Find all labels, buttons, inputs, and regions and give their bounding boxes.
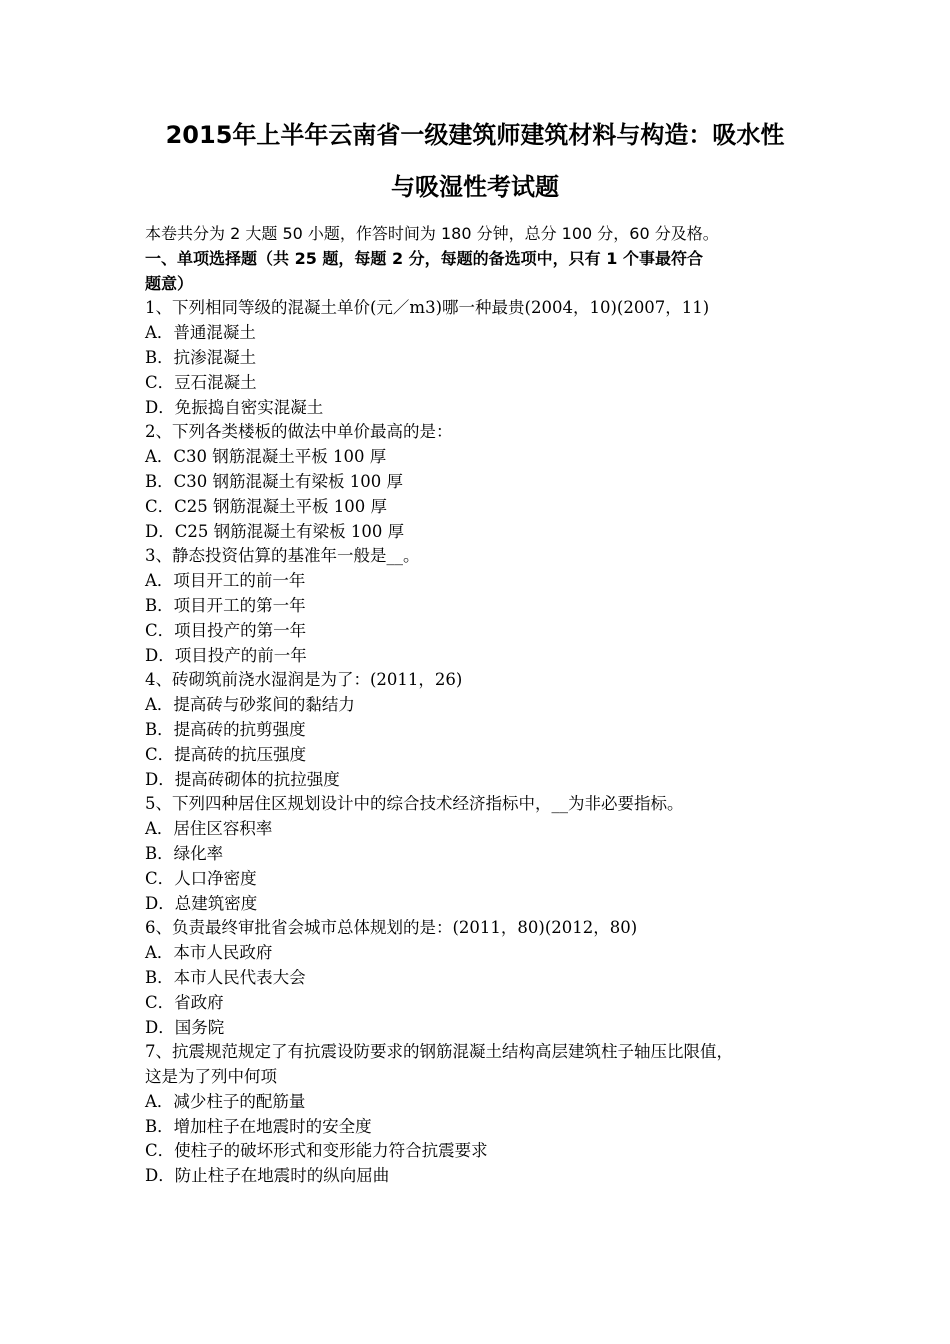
exam-intro: 本卷共分为 2 大题 50 小题，作答时间为 180 分钟，总分 100 分，60 分及格。 [145,224,719,243]
question-option: B．提高砖的抗剪强度 [145,719,306,739]
question-option: A．C30 钢筋混凝土平板 100 厚 [145,447,387,467]
question-option: A．本市人民政府 [145,943,273,963]
section-heading-line-2: 题意） [145,273,194,293]
question-stem: 1、下列相同等级的混凝土单价(元／m3)哪一种最贵(2004，10)(2007，11) [145,298,710,318]
question-option: C．项目投产的第一年 [145,620,307,640]
question-option: C．使柱子的破坏形式和变形能力符合抗震要求 [145,1141,488,1161]
question-stem: 3、静态投资估算的基准年一般是__。 [145,546,420,566]
question-1 [145,296,815,420]
question-option: D．C25 钢筋混凝土有梁板 100 厚 [145,521,405,541]
question-option: A．普通混凝土 [145,323,256,343]
question-option: D．国务院 [145,1017,225,1037]
section-heading-line-1: 一、单项选择题（共 25 题，每题 2 分，每题的备选项中，只有 1 个事最符合 [145,248,703,268]
question-option: C．省政府 [145,992,224,1012]
question-option: A．项目开工的前一年 [145,571,306,591]
question-option: D．项目投产的前一年 [145,645,307,665]
question-option: B．增加柱子在地震时的安全度 [145,1116,372,1136]
question-option: B．C30 钢筋混凝土有梁板 100 厚 [145,471,403,491]
document-title-line-2: 与吸湿性考试题 [391,173,559,201]
question-option: C．提高砖的抗压强度 [145,744,307,764]
question-option: A．居住区容积率 [145,819,273,839]
question-stem: 7、抗震规范规定了有抗震设防要求的钢筋混凝土结构高层建筑柱子轴压比限值， [145,1042,733,1062]
question-option: C．C25 钢筋混凝土平板 100 厚 [145,496,387,516]
document-body [145,222,815,1189]
question-stem: 4、砖砌筑前浇水湿润是为了：(2011，26) [145,670,463,690]
question-stem: 6、负责最终审批省会城市总体规划的是：(2011，80)(2012，80) [145,918,638,938]
question-option: C．人口净密度 [145,868,257,888]
question-option: D．防止柱子在地震时的纵向屈曲 [145,1166,390,1186]
question-4 [145,668,815,792]
question-option: A．提高砖与砂浆间的黏结力 [145,695,355,715]
question-stem: 这是为了列中何项 [145,1067,277,1087]
question-option: D．免振捣自密实混凝土 [145,397,324,417]
question-stem: 2、下列各类楼板的做法中单价最高的是： [145,422,453,442]
question-3 [145,544,815,668]
question-option: B．项目开工的第一年 [145,595,306,615]
question-option: D．总建筑密度 [145,893,258,913]
question-option: B．本市人民代表大会 [145,967,306,987]
question-stem: 5、下列四种居住区规划设计中的综合技术经济指标中，__为非必要指标。 [145,794,684,814]
question-option: C．豆石混凝土 [145,372,257,392]
question-option: B．绿化率 [145,843,224,863]
question-option: A．减少柱子的配筋量 [145,1091,306,1111]
question-option: B．抗渗混凝土 [145,347,257,367]
question-5 [145,792,815,916]
question-7 [145,1040,815,1189]
question-list [145,296,815,1189]
document-title-line-1: 2015年上半年云南省一级建筑师建筑材料与构造：吸水性 [165,121,785,149]
question-option: D．提高砖砌体的抗拉强度 [145,769,340,789]
question-2 [145,420,815,544]
question-6 [145,916,815,1040]
